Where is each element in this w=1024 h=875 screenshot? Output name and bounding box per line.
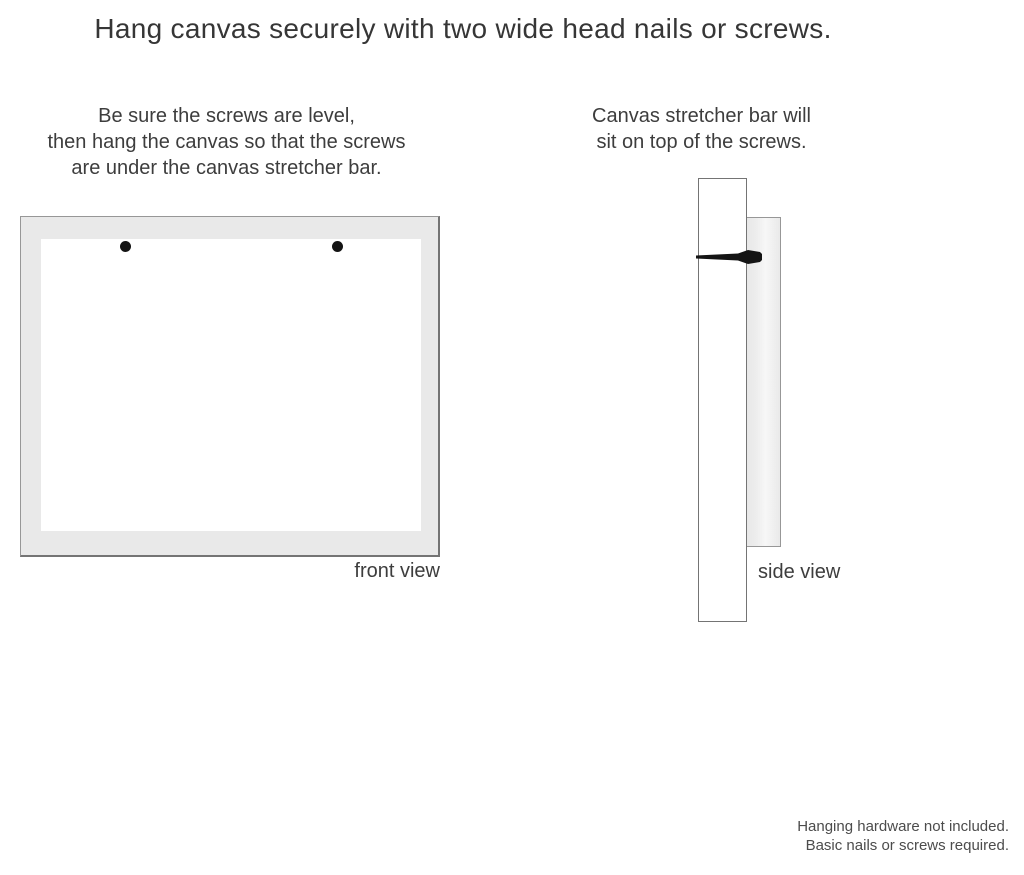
side-view-instruction <box>560 103 843 155</box>
nail-icon <box>690 240 770 270</box>
instruction-line: are under the canvas stretcher bar. <box>71 157 382 179</box>
side-view-label: side view <box>758 561 841 583</box>
screw-icon <box>120 241 131 252</box>
footnote-line: Hanging hardware not included. <box>797 818 1009 835</box>
instruction-line: sit on top of the screws. <box>596 131 807 153</box>
page-title: Hang canvas securely with two wide head nails or screws. <box>94 13 832 44</box>
front-view-instruction <box>19 103 434 181</box>
instruction-line: then hang the canvas so that the screws <box>47 131 406 153</box>
screw-icon <box>332 241 343 252</box>
front-view-label: front view <box>354 560 440 582</box>
instruction-line: Canvas stretcher bar will <box>592 105 811 127</box>
canvas-front-face <box>41 239 421 531</box>
hardware-footnote <box>797 817 1009 855</box>
footnote-line: Basic nails or screws required. <box>805 837 1009 854</box>
instruction-line: Be sure the screws are level, <box>98 105 355 127</box>
canvas-front-view-diagram <box>20 216 440 557</box>
